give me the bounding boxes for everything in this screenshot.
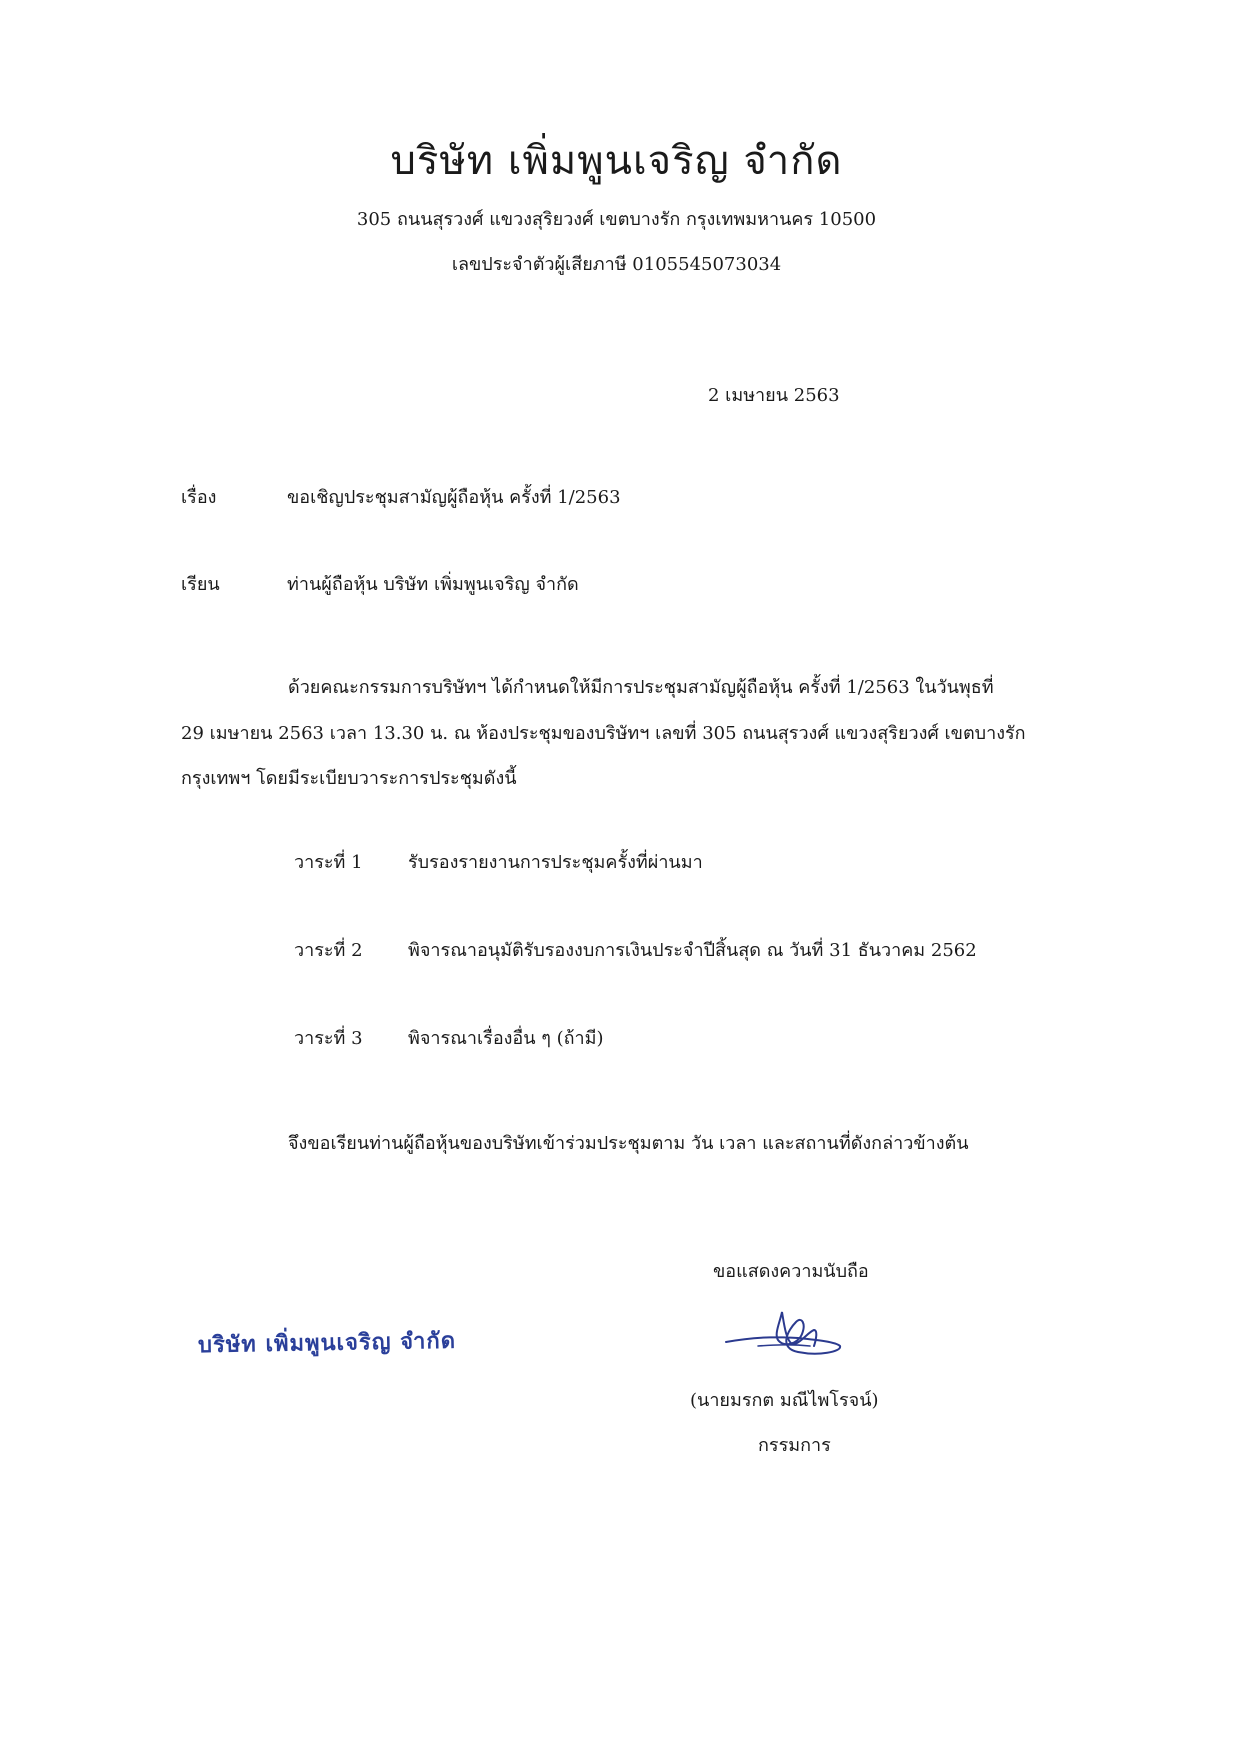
- agenda-item-1-number: วาระที่ 1: [294, 852, 363, 873]
- handwritten-signature: [718, 1300, 848, 1370]
- regards-text: ขอแสดงความนับถือ: [713, 1261, 869, 1282]
- subject-label: เรื่อง: [181, 487, 217, 508]
- agenda-item-3-number: วาระที่ 3: [294, 1028, 363, 1049]
- letter-date: 2 เมษายน 2563: [708, 385, 840, 406]
- recipient-text: ท่านผู้ถือหุ้น บริษัท เพิ่มพูนเจริญ จำกัด: [287, 574, 579, 595]
- tax-id: เลขประจำตัวผู้เสียภาษี 0105545073034: [451, 254, 782, 275]
- signer-position: กรรมการ: [758, 1435, 831, 1456]
- body-line-3: กรุงเทพฯ โดยมีระเบียบวาระการประชุมดังนี้: [181, 768, 517, 789]
- body-line-1: ด้วยคณะกรรมการบริษัทฯ ได้กำหนดให้มีการประชุมสามัญผู้ถือหุ้น ครั้งที่ 1/2563 ในวันพุธที่: [288, 677, 994, 698]
- agenda-item-3-text: พิจารณาเรื่องอื่น ๆ (ถ้ามี): [408, 1028, 604, 1049]
- company-stamp: บริษัท เพิ่มพูนเจริญ จำกัด: [197, 1327, 457, 1359]
- agenda-item-2-number: วาระที่ 2: [294, 940, 363, 961]
- agenda-item-1-text: รับรองรายงานการประชุมครั้งที่ผ่านมา: [408, 852, 703, 873]
- signer-name: (นายมรกต มณีไพโรจน์): [690, 1390, 879, 1411]
- subject-text: ขอเชิญประชุมสามัญผู้ถือหุ้น ครั้งที่ 1/2563: [287, 487, 621, 508]
- agenda-item-2-text: พิจารณาอนุมัติรับรองงบการเงินประจำปีสิ้นสุด ณ วันที่ 31 ธันวาคม 2562: [408, 940, 977, 961]
- recipient-label: เรียน: [181, 574, 220, 595]
- body-line-2: 29 เมษายน 2563 เวลา 13.30 น. ณ ห้องประชุมของบริษัทฯ เลขที่ 305 ถนนสุรวงศ์ แขวงสุริยวงศ์ เขตบางรัก: [181, 723, 1026, 744]
- company-address: 305 ถนนสุรวงศ์ แขวงสุริยวงศ์ เขตบางรัก กรุงเทพมหานคร 10500: [356, 209, 877, 230]
- company-name-heading: บริษัท เพิ่มพูนเจริญ จำกัด: [390, 138, 843, 184]
- closing-paragraph: จึงขอเรียนท่านผู้ถือหุ้นของบริษัทเข้าร่วมประชุมตาม วัน เวลา และสถานที่ดังกล่าวข้างต้น: [288, 1133, 969, 1154]
